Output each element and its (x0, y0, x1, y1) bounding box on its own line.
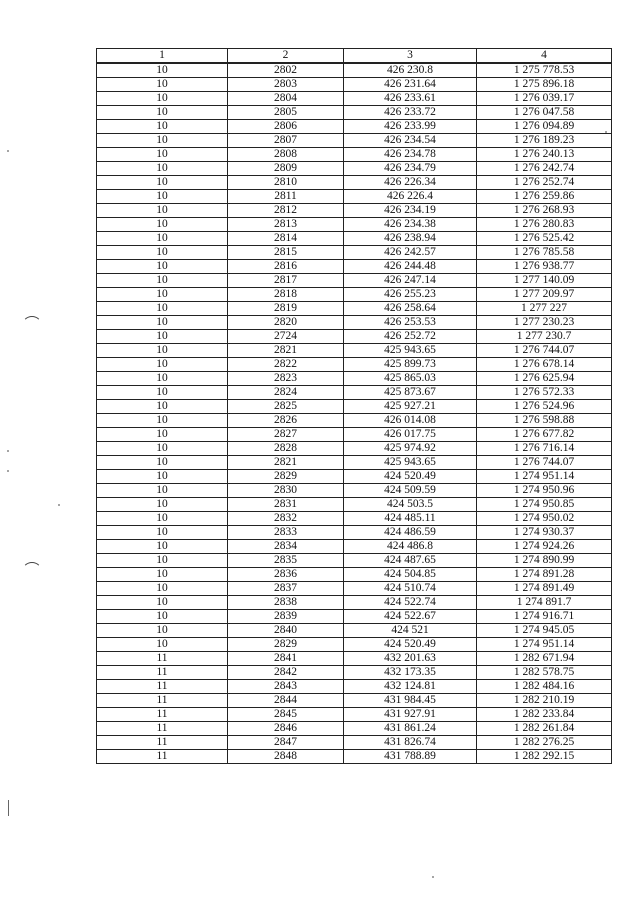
table-row (97, 596, 612, 610)
table-row (97, 162, 612, 176)
cell-y-coordinate: 1 276 677.82 (477, 428, 612, 442)
cell-area-number: 11 (97, 680, 228, 694)
table-row (97, 456, 612, 470)
cell-y-coordinate: 1 276 572.33 (477, 386, 612, 400)
cell-area-number: 10 (97, 190, 228, 204)
cell-x-coordinate: 424 486.59 (344, 526, 477, 540)
cell-x-coordinate: 432 124.81 (344, 680, 477, 694)
cell-point-number: 2829 (228, 470, 344, 484)
cell-x-coordinate: 426 233.72 (344, 106, 477, 120)
cell-y-coordinate: 1 274 951.14 (477, 470, 612, 484)
cell-point-number: 2817 (228, 274, 344, 288)
cell-x-coordinate: 432 201.63 (344, 652, 477, 666)
cell-x-coordinate: 426 252.72 (344, 330, 477, 344)
cell-y-coordinate: 1 276 525.42 (477, 232, 612, 246)
cell-y-coordinate: 1 274 930.37 (477, 526, 612, 540)
cell-y-coordinate: 1 276 280.83 (477, 218, 612, 232)
cell-x-coordinate: 431 788.89 (344, 750, 477, 764)
cell-area-number: 10 (97, 330, 228, 344)
cell-y-coordinate: 1 274 950.96 (477, 484, 612, 498)
cell-area-number: 10 (97, 232, 228, 246)
cell-point-number: 2813 (228, 218, 344, 232)
cell-point-number: 2831 (228, 498, 344, 512)
cell-y-coordinate: 1 276 744.07 (477, 344, 612, 358)
cell-area-number: 10 (97, 148, 228, 162)
table-row (97, 750, 612, 764)
cell-point-number: 2835 (228, 554, 344, 568)
scan-speck (605, 131, 607, 133)
cell-area-number: 10 (97, 470, 228, 484)
table-row (97, 358, 612, 372)
table-row (97, 218, 612, 232)
scan-speck (432, 876, 434, 878)
header-row (97, 49, 612, 64)
cell-x-coordinate: 426 253.53 (344, 316, 477, 330)
cell-y-coordinate: 1 276 744.07 (477, 456, 612, 470)
cell-point-number: 2804 (228, 92, 344, 106)
table-row (97, 624, 612, 638)
cell-point-number: 2821 (228, 456, 344, 470)
cell-point-number: 2820 (228, 316, 344, 330)
table-row (97, 680, 612, 694)
cell-y-coordinate: 1 282 292.15 (477, 750, 612, 764)
table-row (97, 204, 612, 218)
scan-speck (7, 470, 9, 472)
cell-area-number: 10 (97, 512, 228, 526)
cell-y-coordinate: 1 277 140.09 (477, 274, 612, 288)
cell-y-coordinate: 1 276 252.74 (477, 176, 612, 190)
cell-area-number: 11 (97, 736, 228, 750)
cell-y-coordinate: 1 276 094.89 (477, 120, 612, 134)
cell-x-coordinate: 431 826.74 (344, 736, 477, 750)
cell-x-coordinate: 426 244.48 (344, 260, 477, 274)
cell-y-coordinate: 1 282 210.19 (477, 694, 612, 708)
cell-area-number: 10 (97, 260, 228, 274)
cell-area-number: 11 (97, 694, 228, 708)
table-row (97, 666, 612, 680)
cell-y-coordinate: 1 282 484.16 (477, 680, 612, 694)
cell-area-number: 10 (97, 610, 228, 624)
cell-point-number: 2811 (228, 190, 344, 204)
cell-y-coordinate: 1 276 240.13 (477, 148, 612, 162)
cell-area-number: 10 (97, 176, 228, 190)
cell-x-coordinate: 425 943.65 (344, 344, 477, 358)
cell-area-number: 10 (97, 456, 228, 470)
table-row (97, 190, 612, 204)
cell-area-number: 10 (97, 386, 228, 400)
cell-area-number: 10 (97, 582, 228, 596)
cell-area-number: 10 (97, 316, 228, 330)
cell-x-coordinate: 426 230.8 (344, 63, 477, 78)
cell-point-number: 2806 (228, 120, 344, 134)
cell-y-coordinate: 1 276 716.14 (477, 442, 612, 456)
cell-point-number: 2809 (228, 162, 344, 176)
cell-point-number: 2847 (228, 736, 344, 750)
cell-y-coordinate: 1 274 891.28 (477, 568, 612, 582)
cell-point-number: 2803 (228, 78, 344, 92)
cell-area-number: 11 (97, 666, 228, 680)
cell-area-number: 10 (97, 484, 228, 498)
cell-area-number: 10 (97, 162, 228, 176)
table-row (97, 78, 612, 92)
cell-y-coordinate: 1 282 261.84 (477, 722, 612, 736)
cell-point-number: 2836 (228, 568, 344, 582)
cell-area-number: 10 (97, 120, 228, 134)
cell-point-number: 2823 (228, 372, 344, 386)
table-row (97, 484, 612, 498)
cell-area-number: 11 (97, 652, 228, 666)
cell-point-number: 2812 (228, 204, 344, 218)
cell-y-coordinate: 1 282 578.75 (477, 666, 612, 680)
cell-area-number: 10 (97, 442, 228, 456)
table-row (97, 400, 612, 414)
cell-point-number: 2827 (228, 428, 344, 442)
cell-area-number: 10 (97, 638, 228, 652)
cell-x-coordinate: 431 861.24 (344, 722, 477, 736)
punch-hole-mark (22, 562, 42, 581)
cell-point-number: 2810 (228, 176, 344, 190)
cell-point-number: 2828 (228, 442, 344, 456)
cell-x-coordinate: 426 234.78 (344, 148, 477, 162)
cell-point-number: 2822 (228, 358, 344, 372)
cell-area-number: 10 (97, 624, 228, 638)
table-row (97, 414, 612, 428)
margin-tick-mark (8, 800, 9, 816)
table-row (97, 554, 612, 568)
cell-point-number: 2802 (228, 63, 344, 78)
cell-x-coordinate: 426 014.08 (344, 414, 477, 428)
cell-x-coordinate: 426 258.64 (344, 302, 477, 316)
cell-y-coordinate: 1 274 945.05 (477, 624, 612, 638)
table-row (97, 652, 612, 666)
cell-x-coordinate: 424 503.5 (344, 498, 477, 512)
cell-x-coordinate: 425 974.92 (344, 442, 477, 456)
table-row (97, 708, 612, 722)
cell-point-number: 2848 (228, 750, 344, 764)
cell-x-coordinate: 426 233.99 (344, 120, 477, 134)
cell-area-number: 10 (97, 568, 228, 582)
cell-y-coordinate: 1 276 268.93 (477, 204, 612, 218)
table-row (97, 246, 612, 260)
cell-x-coordinate: 424 509.59 (344, 484, 477, 498)
cell-point-number: 2841 (228, 652, 344, 666)
cell-x-coordinate: 431 984.45 (344, 694, 477, 708)
cell-y-coordinate: 1 275 778.53 (477, 63, 612, 78)
cell-point-number: 2837 (228, 582, 344, 596)
cell-x-coordinate: 424 520.49 (344, 638, 477, 652)
table-row (97, 512, 612, 526)
cell-point-number: 2819 (228, 302, 344, 316)
cell-point-number: 2808 (228, 148, 344, 162)
cell-point-number: 2840 (228, 624, 344, 638)
column-header-3: 3 (344, 49, 477, 64)
cell-area-number: 10 (97, 554, 228, 568)
cell-x-coordinate: 425 899.73 (344, 358, 477, 372)
cell-y-coordinate: 1 282 233.84 (477, 708, 612, 722)
scan-speck (7, 150, 9, 152)
cell-point-number: 2844 (228, 694, 344, 708)
cell-point-number: 2814 (228, 232, 344, 246)
table-row (97, 148, 612, 162)
cell-y-coordinate: 1 275 896.18 (477, 78, 612, 92)
table-row (97, 722, 612, 736)
table-row (97, 540, 612, 554)
cell-x-coordinate: 425 873.67 (344, 386, 477, 400)
cell-point-number: 2824 (228, 386, 344, 400)
table-row (97, 568, 612, 582)
cell-area-number: 10 (97, 106, 228, 120)
cell-area-number: 11 (97, 708, 228, 722)
table-body (97, 63, 612, 764)
table-row (97, 498, 612, 512)
cell-point-number: 2839 (228, 610, 344, 624)
cell-y-coordinate: 1 276 189.23 (477, 134, 612, 148)
column-header-1: 1 (97, 49, 228, 64)
cell-area-number: 10 (97, 288, 228, 302)
cell-area-number: 10 (97, 302, 228, 316)
cell-x-coordinate: 424 521 (344, 624, 477, 638)
table-row (97, 344, 612, 358)
cell-x-coordinate: 426 234.38 (344, 218, 477, 232)
table-row (97, 386, 612, 400)
table-row (97, 134, 612, 148)
cell-y-coordinate: 1 277 209.97 (477, 288, 612, 302)
table-row (97, 302, 612, 316)
cell-x-coordinate: 424 487.65 (344, 554, 477, 568)
cell-x-coordinate: 424 485.11 (344, 512, 477, 526)
cell-x-coordinate: 425 927.21 (344, 400, 477, 414)
scan-speck (58, 504, 60, 506)
cell-area-number: 10 (97, 78, 228, 92)
cell-point-number: 2845 (228, 708, 344, 722)
cell-y-coordinate: 1 276 259.86 (477, 190, 612, 204)
cell-area-number: 10 (97, 400, 228, 414)
cell-point-number: 2821 (228, 344, 344, 358)
cell-x-coordinate: 425 865.03 (344, 372, 477, 386)
cell-area-number: 10 (97, 63, 228, 78)
cell-point-number: 2838 (228, 596, 344, 610)
cell-x-coordinate: 432 173.35 (344, 666, 477, 680)
cell-y-coordinate: 1 276 598.88 (477, 414, 612, 428)
cell-y-coordinate: 1 277 230.7 (477, 330, 612, 344)
cell-x-coordinate: 424 522.67 (344, 610, 477, 624)
punch-hole-mark (22, 316, 42, 335)
cell-x-coordinate: 426 226.4 (344, 190, 477, 204)
cell-area-number: 10 (97, 204, 228, 218)
cell-point-number: 2832 (228, 512, 344, 526)
table-row (97, 316, 612, 330)
cell-y-coordinate: 1 276 039.17 (477, 92, 612, 106)
table-row (97, 274, 612, 288)
cell-x-coordinate: 426 231.64 (344, 78, 477, 92)
cell-area-number: 10 (97, 274, 228, 288)
table-row (97, 120, 612, 134)
cell-y-coordinate: 1 274 891.49 (477, 582, 612, 596)
cell-area-number: 10 (97, 526, 228, 540)
table-row (97, 638, 612, 652)
table-row (97, 610, 612, 624)
column-header-2: 2 (228, 49, 344, 64)
cell-area-number: 10 (97, 540, 228, 554)
cell-x-coordinate: 424 522.74 (344, 596, 477, 610)
table-row (97, 106, 612, 120)
table-row (97, 176, 612, 190)
table-row (97, 470, 612, 484)
cell-x-coordinate: 426 234.79 (344, 162, 477, 176)
cell-x-coordinate: 426 238.94 (344, 232, 477, 246)
cell-area-number: 10 (97, 218, 228, 232)
cell-y-coordinate: 1 276 242.74 (477, 162, 612, 176)
cell-point-number: 2842 (228, 666, 344, 680)
cell-x-coordinate: 424 486.8 (344, 540, 477, 554)
table-row (97, 232, 612, 246)
cell-y-coordinate: 1 282 671.94 (477, 652, 612, 666)
cell-y-coordinate: 1 276 625.94 (477, 372, 612, 386)
cell-point-number: 2833 (228, 526, 344, 540)
cell-area-number: 10 (97, 358, 228, 372)
cell-area-number: 10 (97, 92, 228, 106)
cell-x-coordinate: 426 234.54 (344, 134, 477, 148)
cell-y-coordinate: 1 277 227 (477, 302, 612, 316)
cell-point-number: 2834 (228, 540, 344, 554)
cell-x-coordinate: 426 233.61 (344, 92, 477, 106)
cell-y-coordinate: 1 274 916.71 (477, 610, 612, 624)
cell-x-coordinate: 425 943.65 (344, 456, 477, 470)
cell-point-number: 2818 (228, 288, 344, 302)
cell-x-coordinate: 426 234.19 (344, 204, 477, 218)
cell-x-coordinate: 426 247.14 (344, 274, 477, 288)
cell-y-coordinate: 1 282 276.25 (477, 736, 612, 750)
cell-point-number: 2805 (228, 106, 344, 120)
cell-area-number: 10 (97, 414, 228, 428)
cell-point-number: 2843 (228, 680, 344, 694)
table-row (97, 63, 612, 78)
cell-point-number: 2830 (228, 484, 344, 498)
table-row (97, 428, 612, 442)
cell-y-coordinate: 1 274 891.7 (477, 596, 612, 610)
cell-area-number: 10 (97, 134, 228, 148)
table-row (97, 736, 612, 750)
cell-area-number: 10 (97, 344, 228, 358)
cell-x-coordinate: 426 017.75 (344, 428, 477, 442)
cell-y-coordinate: 1 276 524.96 (477, 400, 612, 414)
cell-area-number: 10 (97, 246, 228, 260)
column-header-4: 4 (477, 49, 612, 64)
cell-point-number: 2846 (228, 722, 344, 736)
table-row (97, 582, 612, 596)
cell-y-coordinate: 1 276 047.58 (477, 106, 612, 120)
table-row (97, 288, 612, 302)
cell-area-number: 11 (97, 750, 228, 764)
cell-area-number: 10 (97, 428, 228, 442)
cell-point-number: 2807 (228, 134, 344, 148)
cell-point-number: 2826 (228, 414, 344, 428)
table-row (97, 372, 612, 386)
cell-point-number: 2825 (228, 400, 344, 414)
table-header (97, 49, 612, 64)
cell-x-coordinate: 424 520.49 (344, 470, 477, 484)
coordinates-table (96, 48, 612, 764)
scan-speck (7, 450, 9, 452)
table-row (97, 694, 612, 708)
cell-y-coordinate: 1 274 950.02 (477, 512, 612, 526)
cell-x-coordinate: 426 226.34 (344, 176, 477, 190)
cell-area-number: 11 (97, 722, 228, 736)
table-row (97, 92, 612, 106)
cell-point-number: 2724 (228, 330, 344, 344)
cell-y-coordinate: 1 276 938.77 (477, 260, 612, 274)
cell-x-coordinate: 426 255.23 (344, 288, 477, 302)
cell-y-coordinate: 1 276 785.58 (477, 246, 612, 260)
cell-point-number: 2816 (228, 260, 344, 274)
cell-y-coordinate: 1 277 230.23 (477, 316, 612, 330)
cell-y-coordinate: 1 276 678.14 (477, 358, 612, 372)
cell-area-number: 10 (97, 498, 228, 512)
cell-x-coordinate: 426 242.57 (344, 246, 477, 260)
cell-x-coordinate: 424 510.74 (344, 582, 477, 596)
table-row (97, 260, 612, 274)
cell-point-number: 2829 (228, 638, 344, 652)
cell-y-coordinate: 1 274 951.14 (477, 638, 612, 652)
cell-point-number: 2815 (228, 246, 344, 260)
table-row (97, 526, 612, 540)
cell-area-number: 10 (97, 372, 228, 386)
table-row (97, 330, 612, 344)
cell-x-coordinate: 431 927.91 (344, 708, 477, 722)
cell-area-number: 10 (97, 596, 228, 610)
cell-y-coordinate: 1 274 890.99 (477, 554, 612, 568)
cell-y-coordinate: 1 274 924.26 (477, 540, 612, 554)
cell-y-coordinate: 1 274 950.85 (477, 498, 612, 512)
cell-x-coordinate: 424 504.85 (344, 568, 477, 582)
table-row (97, 442, 612, 456)
